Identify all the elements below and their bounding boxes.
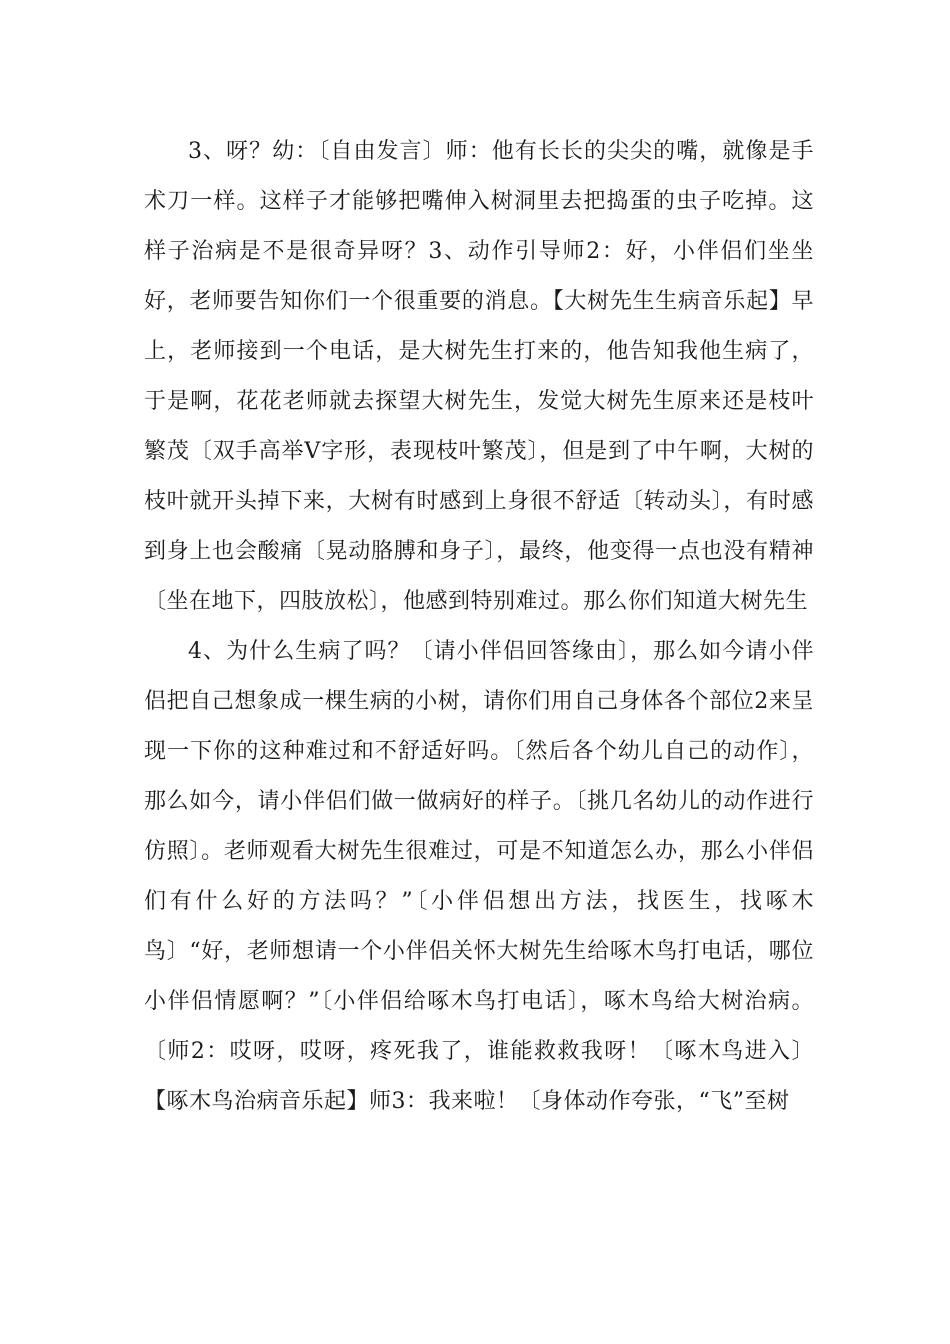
paragraph-2: 4、为什么生病了吗？〔请小伴侣回答缘由〕，那么如今请小伴侣把自己想象成一棵生病的小树，请你们用自己身体各个部位2来呈现一下你的这种难过和不舒适好吗。〔然后各个幼儿自己的动作〕，那么如今，请小伴侣们做一做病好的样子。〔挑几名幼儿的动作进行仿照〕。老师观看大树先生很难过，可是不知道怎么办，那么小伴侣们有什么好的方法吗？”〔小伴侣想出方法，找医生，找啄木鸟〕“好，老师想请一个小伴侣关怀大树先生给啄木鸟打电话，哪位小伴侣情愿啊？”〔小伴侣给啄木鸟打电话〕，啄木鸟给大树治病。〔师2：哎呀，哎呀，疼死我了，谁能救救我呀！〔啄木鸟进入〕【啄木鸟治病音乐起】师3：我来啦！〔身体动作夸张，“飞”至树 [144, 639, 814, 1114]
paragraph-1: 3、呀？幼：〔自由发言〕师：他有长长的尖尖的嘴，就像是手术刀一样。这样子才能够把嘴伸入树洞里去把捣蛋的虫子吃掉。这样子治病是不是很奇异呀？3、动作引导师2：好，小伴侣们坐坐好，老师要告知你们一个很重要的消息。【大树先生生病音乐起】早上，老师接到一个电话，是大树先生打来的，他告知我他生病了，于是啊，花花老师就去探望大树先生，发觉大树先生原来还是枝叶繁茂〔双手高举V字形，表现枝叶繁茂〕，但是到了中午啊，大树的枝叶就开头掉下来，大树有时感到上身很不舒适〔转动头〕，有时感到身上也会酸痛〔晃动胳膊和身子〕，最终，他变得一点也没有精神〔坐在地下，四肢放松〕，他感到特别难过。那么你们知道大树先生 [144, 139, 814, 614]
document-body [144, 127, 814, 1127]
